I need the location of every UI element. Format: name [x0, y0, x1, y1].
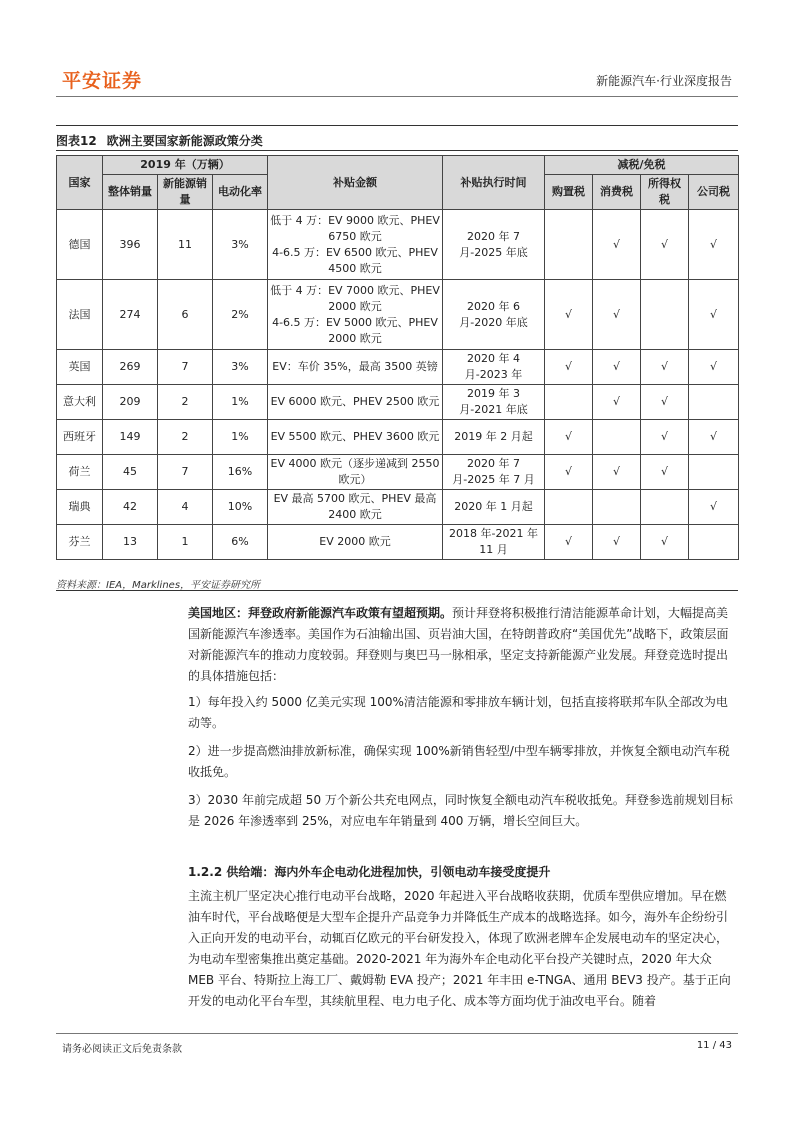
cell-subsidy — [268, 280, 443, 350]
col-group-tax: 减税/免税 — [545, 156, 739, 175]
us-lead-paragraph — [188, 603, 738, 687]
cell-corporate-tax — [689, 385, 739, 420]
cell-period: 2020 年 7 月-2025 年底 — [443, 210, 545, 280]
us-lead-text: 预计拜登将积极推行清洁能源革命计划，大幅提高美国新能源汽车渗透率。美国作为石油输出国、页岩油大国，在特朗普政府“美国优先”战略下，政策层面对新能源汽车的推动力度较弱。拜登则与奥巴马一脉相承，坚定支持新能源产业发展。拜登竞选时提出的具体措施包括： — [188, 606, 729, 683]
header-divider — [56, 96, 738, 97]
table-row — [57, 280, 739, 350]
cell-subsidy — [268, 420, 443, 455]
col-country: 国家 — [57, 156, 103, 210]
subsidy-line: EV：车价 35%，最高 3500 英镑 — [272, 360, 438, 373]
cell-nev-sales: 2 — [158, 385, 213, 420]
cell-purchase-tax: √ — [545, 420, 593, 455]
us-lead-bold: 美国地区：拜登政府新能源汽车政策有望超预期。 — [188, 606, 453, 620]
cell-nev-sales: 1 — [158, 525, 213, 560]
cell-subsidy — [268, 455, 443, 490]
cell-income-tax: √ — [641, 350, 689, 385]
cell-ev-rate: 1% — [213, 385, 268, 420]
subsidy-line: EV 6000 欧元、PHEV 2500 欧元 — [270, 395, 440, 408]
subsidy-line: EV 最高 5700 欧元、PHEV 最高 2400 欧元 — [273, 492, 437, 521]
table-row — [57, 420, 739, 455]
subsidy-line: EV 4000 欧元（逐步递减到 2550 欧元） — [270, 457, 440, 486]
policy-table — [56, 155, 739, 560]
cell-subsidy — [268, 350, 443, 385]
figure-title — [56, 132, 273, 149]
cell-total-sales: 13 — [103, 525, 158, 560]
subsidy-line: 低于 4 万：EV 9000 欧元、PHEV 6750 欧元 — [270, 213, 440, 243]
cell-country: 英国 — [57, 350, 103, 385]
cell-nev-sales: 6 — [158, 280, 213, 350]
cell-total-sales: 149 — [103, 420, 158, 455]
table-row — [57, 385, 739, 420]
cell-ev-rate: 3% — [213, 210, 268, 280]
cell-consumption-tax: √ — [593, 350, 641, 385]
cell-ev-rate: 6% — [213, 525, 268, 560]
cell-consumption-tax: √ — [593, 455, 641, 490]
cell-consumption-tax: √ — [593, 385, 641, 420]
cell-consumption-tax: √ — [593, 280, 641, 350]
figure-source: 资料来源：IEA，Marklines，平安证券研究所 — [56, 580, 261, 591]
cell-ev-rate: 3% — [213, 350, 268, 385]
cell-subsidy — [268, 210, 443, 280]
cell-period: 2020 年 1 月起 — [443, 490, 545, 525]
cell-total-sales: 396 — [103, 210, 158, 280]
page-number: 11 / 43 — [696, 1040, 732, 1051]
cell-income-tax — [641, 280, 689, 350]
cell-country: 德国 — [57, 210, 103, 280]
figure-rule-bottom — [56, 150, 738, 151]
cell-income-tax — [641, 490, 689, 525]
cell-consumption-tax: √ — [593, 210, 641, 280]
cell-subsidy — [268, 385, 443, 420]
cell-income-tax: √ — [641, 385, 689, 420]
col-ev-rate: 电动化率 — [213, 175, 268, 210]
us-section — [188, 603, 738, 687]
cell-country: 法国 — [57, 280, 103, 350]
cell-income-tax: √ — [641, 455, 689, 490]
cell-nev-sales: 7 — [158, 350, 213, 385]
figure-rule-top — [56, 125, 738, 126]
cell-period: 2019 年 3 月-2021 年底 — [443, 385, 545, 420]
col-subsidy: 补贴金额 — [268, 156, 443, 210]
cell-corporate-tax: √ — [689, 420, 739, 455]
cell-purchase-tax — [545, 490, 593, 525]
cell-period: 2019 年 2 月起 — [443, 420, 545, 455]
header-row-1 — [57, 156, 739, 175]
cell-ev-rate: 2% — [213, 280, 268, 350]
cell-corporate-tax: √ — [689, 280, 739, 350]
cell-corporate-tax — [689, 525, 739, 560]
cell-nev-sales: 7 — [158, 455, 213, 490]
cell-purchase-tax: √ — [545, 455, 593, 490]
cell-country: 荷兰 — [57, 455, 103, 490]
cell-total-sales: 42 — [103, 490, 158, 525]
us-item-2: 2）进一步提高燃油排放新标准，确保实现 100%新销售轻型/中型车辆零排放，并恢复全额电动汽车税收抵免。 — [188, 744, 730, 779]
footer-divider — [56, 1033, 738, 1034]
cell-country: 西班牙 — [57, 420, 103, 455]
cell-period: 2018 年-2021 年 11 月 — [443, 525, 545, 560]
subsidy-line: EV 5500 欧元、PHEV 3600 欧元 — [270, 430, 440, 443]
table-row — [57, 490, 739, 525]
cell-income-tax: √ — [641, 210, 689, 280]
cell-total-sales: 274 — [103, 280, 158, 350]
col-total-sales: 整体销量 — [103, 175, 158, 210]
cell-total-sales: 209 — [103, 385, 158, 420]
cell-consumption-tax — [593, 490, 641, 525]
table-row — [57, 350, 739, 385]
company-logo: 平安证券 — [62, 70, 143, 92]
cell-ev-rate: 16% — [213, 455, 268, 490]
cell-total-sales: 45 — [103, 455, 158, 490]
table-row — [57, 525, 739, 560]
col-income-tax: 所得权税 — [641, 175, 689, 210]
cell-corporate-tax: √ — [689, 210, 739, 280]
supply-section-title: 1.2.2 供给端：海内外车企电动化进程加快，引领电动车接受度提升 — [188, 865, 551, 879]
cell-country: 瑞典 — [57, 490, 103, 525]
cell-income-tax: √ — [641, 420, 689, 455]
cell-purchase-tax: √ — [545, 525, 593, 560]
cell-country: 芬兰 — [57, 525, 103, 560]
subsidy-line: 4-6.5 万：EV 6500 欧元、PHEV 4500 欧元 — [272, 245, 438, 275]
col-nev-sales: 新能源销量 — [158, 175, 213, 210]
cell-purchase-tax — [545, 210, 593, 280]
cell-consumption-tax — [593, 420, 641, 455]
cell-purchase-tax — [545, 385, 593, 420]
col-consumption-tax: 消费税 — [593, 175, 641, 210]
cell-ev-rate: 10% — [213, 490, 268, 525]
cell-period: 2020 年 7 月-2025 年 7 月 — [443, 455, 545, 490]
cell-purchase-tax: √ — [545, 280, 593, 350]
figure-title-text: 欧洲主要国家新能源政策分类 — [106, 134, 263, 148]
report-type: 新能源汽车·行业深度报告 — [596, 74, 732, 88]
cell-country: 意大利 — [57, 385, 103, 420]
cell-ev-rate: 1% — [213, 420, 268, 455]
cell-subsidy — [268, 490, 443, 525]
subsidy-line: 4-6.5 万：EV 5000 欧元、PHEV 2000 欧元 — [272, 315, 438, 345]
source-divider — [56, 590, 738, 591]
cell-nev-sales: 11 — [158, 210, 213, 280]
col-group-2019: 2019 年（万辆） — [103, 156, 268, 175]
cell-nev-sales: 4 — [158, 490, 213, 525]
supply-section-text: 主流主机厂坚定决心推行电动平台战略，2020 年起进入平台战略收获期，优质车型供应增加。早在燃油车时代，平台战略便是大型车企提升产品竞争力并降低生产成本的战略选择。如今，海外车企纷纷引入正向开发的电动平台，动辄百亿欧元的平台研发投入，体现了欧洲老牌车企发展电动车的坚定决心，为电动车型密集推出奠定基础。2020-2021 年为海外车企电动化平台投产关键时点，2020 年大众 MEB 平台、特斯拉上海工厂、戴姆勒 EVA 投产；2021 年丰田 e-TNGA、通用 BEV3 投产。基于正向开发的电动化平台车型，其续航里程、电力电子化、成本等方面均优于油改电平台。随着 — [188, 889, 731, 1008]
footer-disclaimer: 请务必阅读正文后免责条款 — [62, 1044, 182, 1055]
cell-corporate-tax: √ — [689, 350, 739, 385]
cell-corporate-tax: √ — [689, 490, 739, 525]
cell-consumption-tax: √ — [593, 525, 641, 560]
subsidy-line: 低于 4 万：EV 7000 欧元、PHEV 2000 欧元 — [270, 283, 440, 313]
col-purchase-tax: 购置税 — [545, 175, 593, 210]
us-item-3: 3）2030 年前完成超 50 万个新公共充电网点，同时恢复全额电动汽车税收抵免。拜登参选前规划目标是 2026 年渗透率到 25%，对应电车年销量到 400 万辆，增长空间巨大。 — [188, 793, 733, 828]
cell-nev-sales: 2 — [158, 420, 213, 455]
us-item-1: 1）每年投入约 5000 亿美元实现 100%清洁能源和零排放车辆计划，包括直接将联邦车队全部改为电动等。 — [188, 695, 728, 730]
table-row — [57, 210, 739, 280]
cell-period: 2020 年 4 月-2023 年 — [443, 350, 545, 385]
cell-subsidy — [268, 525, 443, 560]
cell-period: 2020 年 6 月-2020 年底 — [443, 280, 545, 350]
cell-total-sales: 269 — [103, 350, 158, 385]
col-period: 补贴执行时间 — [443, 156, 545, 210]
cell-purchase-tax: √ — [545, 350, 593, 385]
col-corporate-tax: 公司税 — [689, 175, 739, 210]
cell-income-tax: √ — [641, 525, 689, 560]
cell-corporate-tax — [689, 455, 739, 490]
figure-label: 图表12 — [56, 134, 97, 148]
subsidy-line: EV 2000 欧元 — [319, 535, 391, 548]
table-row — [57, 455, 739, 490]
